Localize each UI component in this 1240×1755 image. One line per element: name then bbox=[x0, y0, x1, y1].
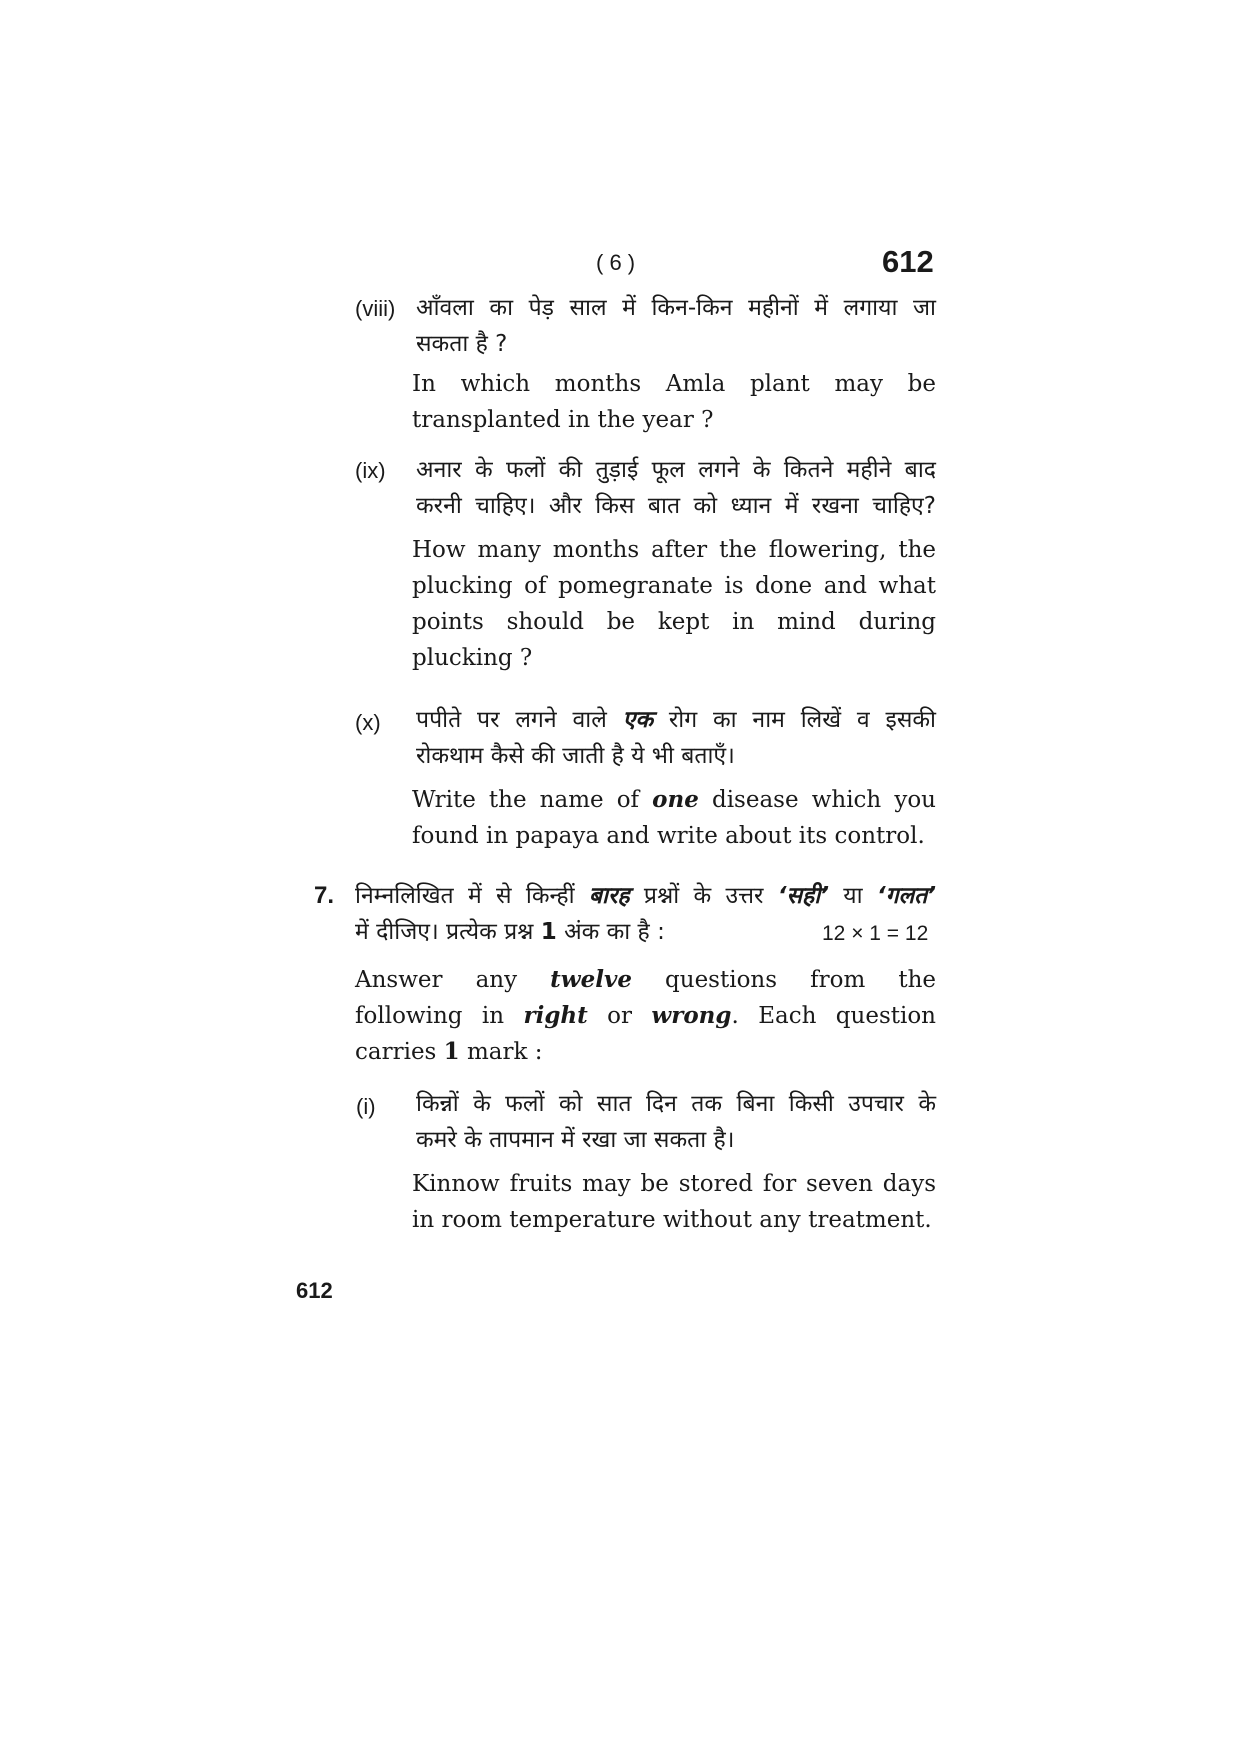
section-7-english-line1-a: Answer any bbox=[355, 967, 551, 993]
section-7-english bbox=[355, 962, 936, 1070]
question-x-hindi-line1 bbox=[416, 702, 936, 738]
question-x-english-line2: found in papaya and write about its control. bbox=[412, 823, 925, 849]
question-number-viii: (viii) bbox=[355, 296, 396, 321]
section-7-english-right: right bbox=[523, 1002, 588, 1029]
section-7-english-line3-a: carries bbox=[355, 1039, 444, 1065]
question-ix-english-line3: points should be kept in mind during bbox=[412, 609, 936, 635]
question-7-i-english bbox=[412, 1166, 936, 1238]
section-7-english-line2-e: . Each question bbox=[731, 1003, 937, 1029]
question-x-hindi-emphasis: एक bbox=[622, 707, 654, 733]
question-ix-hindi-line1: अनार के फलों की तुड़ाई फूल लगने के कितने महीने बाद bbox=[416, 457, 936, 483]
question-ix-english-line2: plucking of pomegranate is done and what bbox=[412, 573, 936, 599]
section-7-hindi-line1-a: निम्नलिखित में से किन्हीं bbox=[355, 883, 589, 909]
section-7-hindi-right: ‘सही’ bbox=[777, 883, 829, 909]
section-7-english-line1-c: questions from the bbox=[631, 967, 936, 993]
section-7-hindi-line2-a: में दीजिए। प्रत्येक प्रश्न bbox=[355, 919, 541, 945]
section-7-hindi-line2-c: अंक का है : bbox=[556, 919, 665, 945]
section-7-english-line3-c: mark : bbox=[459, 1039, 543, 1065]
question-viii-english-line2: transplanted in the year ? bbox=[412, 407, 714, 433]
section-7-hindi-twelve: बारह bbox=[588, 883, 630, 909]
question-x-english-line1 bbox=[412, 782, 936, 818]
question-viii-english-line1: In which months Amla plant may be bbox=[412, 371, 936, 397]
section-7-english-line2-c: or bbox=[587, 1003, 652, 1029]
question-7-i-hindi-line2: कमरे के तापमान में रखा जा सकता है। bbox=[416, 1127, 735, 1153]
section-7-hindi-line1 bbox=[355, 878, 936, 914]
question-number-ix: (ix) bbox=[355, 458, 386, 483]
paper-code-footer: 612 bbox=[296, 1278, 333, 1303]
section-7-english-line1 bbox=[355, 962, 936, 998]
question-7-i-hindi-line1: किन्नों के फलों को सात दिन तक बिना किसी उपचार के bbox=[416, 1091, 936, 1117]
question-ix-english bbox=[412, 532, 936, 676]
question-x-english-line1-a: Write the name of bbox=[412, 787, 653, 813]
question-ix-english-line4: plucking ? bbox=[412, 645, 533, 671]
section-7-english-one: 1 bbox=[443, 1038, 460, 1065]
section-7-english-wrong: wrong bbox=[651, 1002, 732, 1029]
question-x-hindi-line1-a: पपीते पर लगने वाले bbox=[416, 707, 623, 733]
section-7-hindi-one: 1 bbox=[540, 919, 557, 945]
question-viii-hindi bbox=[416, 290, 936, 362]
question-viii-hindi-line2: सकता है ? bbox=[416, 331, 508, 357]
question-7-i-english-line1: Kinnow fruits may be stored for seven days bbox=[412, 1171, 936, 1197]
paper-code-header: 612 bbox=[882, 244, 934, 279]
question-x-english-line1-c: disease which you bbox=[698, 787, 936, 813]
question-ix-english-line1: How many months after the flowering, the bbox=[412, 537, 936, 563]
section-7-english-line2-a: following in bbox=[355, 1003, 524, 1029]
section-7-english-twelve: twelve bbox=[550, 966, 632, 993]
question-x-hindi bbox=[416, 702, 936, 774]
question-number-7-i: (i) bbox=[356, 1094, 376, 1119]
section-7-hindi-wrong: ‘गलत’ bbox=[876, 883, 936, 909]
question-x-english-emphasis: one bbox=[652, 786, 699, 813]
section-7-hindi-line1-e: या bbox=[828, 883, 877, 909]
question-viii-hindi-line1: आँवला का पेड़ साल में किन-किन महीनों में लगाया जा bbox=[416, 295, 936, 321]
section-7-marks: 12 × 1 = 12 bbox=[822, 922, 929, 945]
section-number-7: 7. bbox=[314, 882, 335, 909]
question-x-english bbox=[412, 782, 936, 854]
question-number-x: (x) bbox=[355, 710, 381, 735]
section-7-hindi-line1-c: प्रश्नों के उत्तर bbox=[629, 883, 778, 909]
section-7-english-line2 bbox=[355, 998, 936, 1034]
question-x-hindi-line2: रोकथाम कैसे की जाती है ये भी बताएँ। bbox=[416, 743, 735, 769]
question-7-i-hindi bbox=[416, 1086, 936, 1158]
section-7-english-line3 bbox=[355, 1034, 936, 1070]
question-viii-english bbox=[412, 366, 936, 438]
question-ix-hindi bbox=[416, 452, 936, 524]
page-number: ( 6 ) bbox=[596, 250, 636, 275]
question-x-hindi-line1-c: रोग का नाम लिखें व इसकी bbox=[653, 707, 936, 733]
question-ix-hindi-line2: करनी चाहिए। और किस बात को ध्यान में रखना चाहिए? bbox=[416, 493, 936, 519]
question-7-i-english-line2: in room temperature without any treatment. bbox=[412, 1207, 932, 1233]
